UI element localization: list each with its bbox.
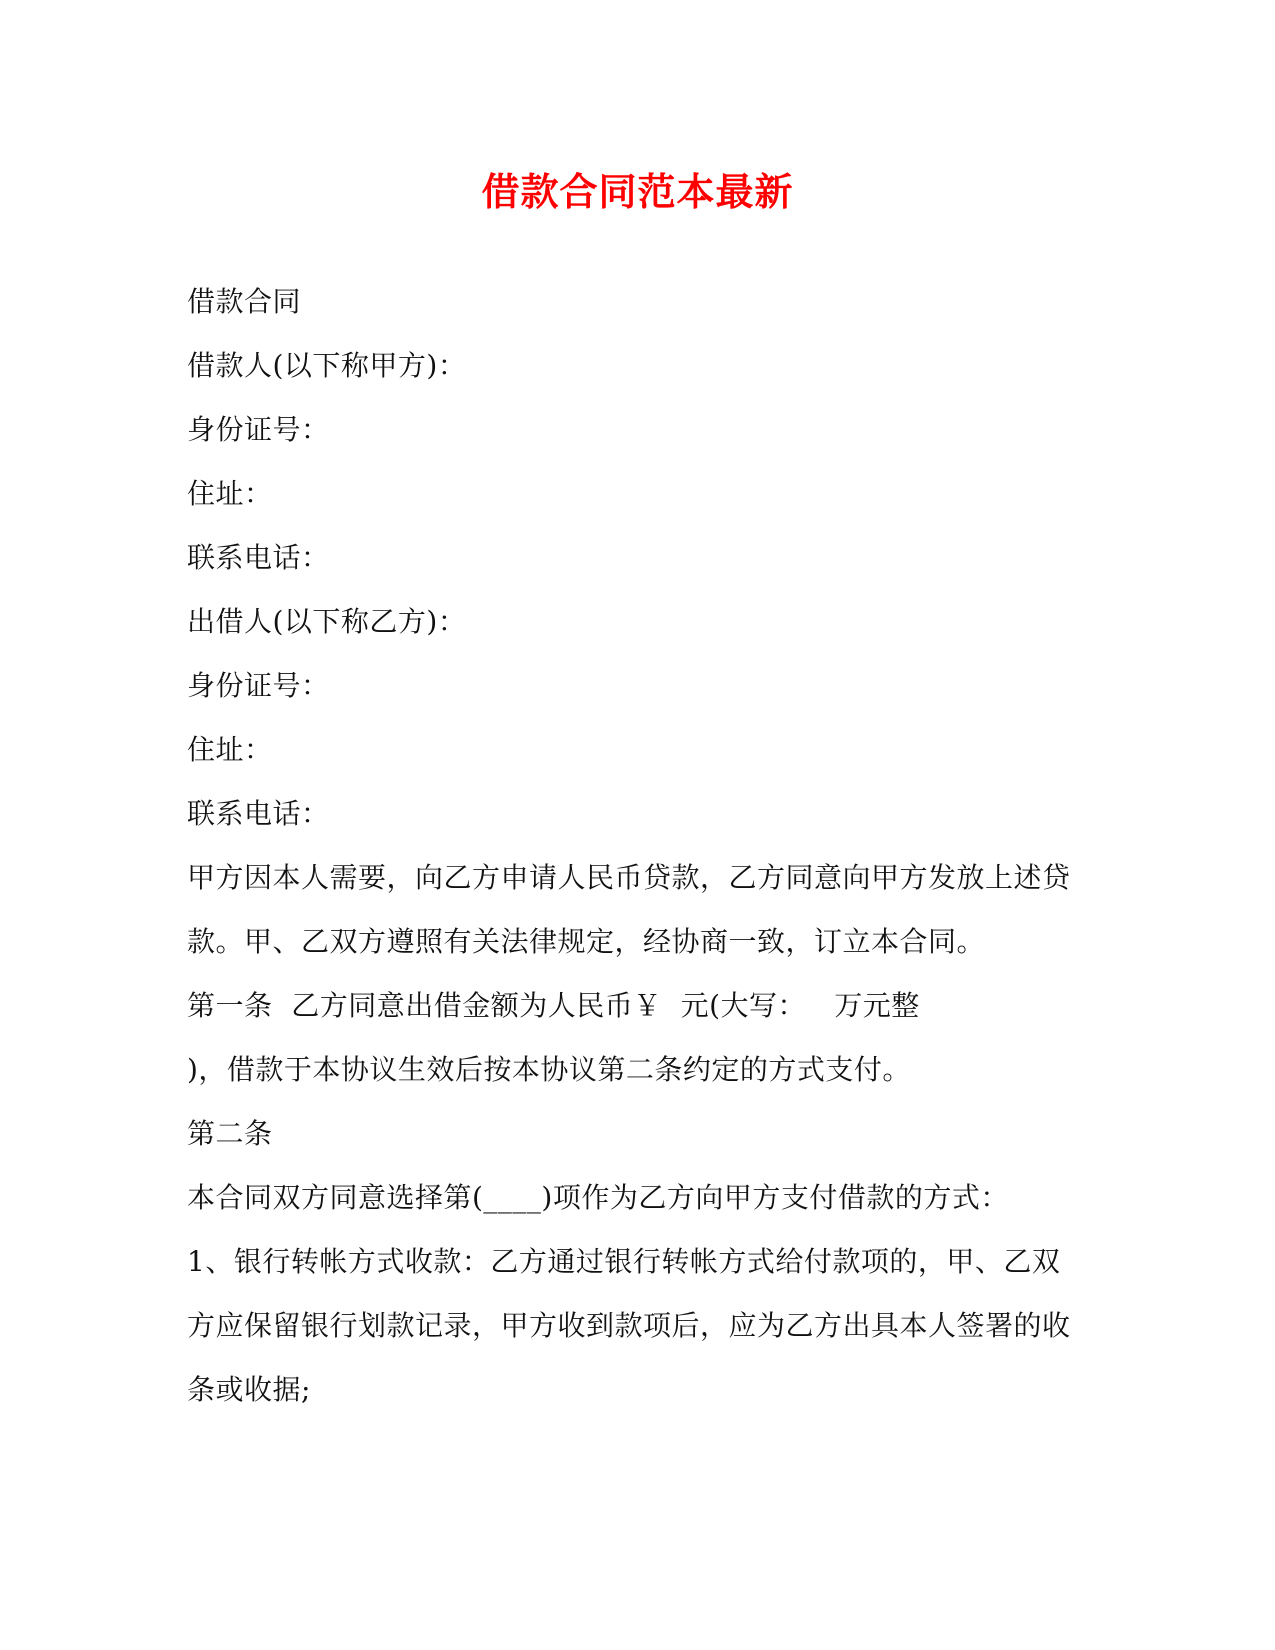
clause-bank-transfer-line: 1、银行转帐方式收款：乙方通过银行转帐方式给付款项的，甲、乙双 (187, 1245, 1061, 1278)
article-two-line: 本合同双方同意选择第(____)项作为乙方向甲方支付借款的方式： (187, 1181, 1009, 1214)
lender-label: 出借人(以下称乙方)： (187, 605, 467, 638)
borrower-label: 借款人(以下称甲方)： (187, 349, 467, 382)
article-two-heading: 第二条 (187, 1117, 273, 1150)
heading-contract: 借款合同 (187, 285, 302, 318)
borrower-phone-label: 联系电话： (187, 541, 330, 574)
paragraph-line: 甲方因本人需要，向乙方申请人民币贷款，乙方同意向甲方发放上述贷 (187, 861, 1071, 894)
lender-id-label: 身份证号： (187, 669, 330, 702)
paragraph-line: 款。甲、乙双方遵照有关法律规定，经协商一致，订立本合同。 (187, 925, 986, 958)
article-one-line: )，借款于本协议生效后按本协议第二条约定的方式支付。 (187, 1053, 911, 1086)
document-body (187, 285, 1092, 1437)
borrower-id-label: 身份证号： (187, 413, 330, 446)
document-title: 借款合同范本最新 (481, 169, 794, 214)
clause-bank-transfer-line: 方应保留银行划款记录，甲方收到款项后，应为乙方出具本人签署的收 (187, 1309, 1071, 1342)
lender-address-label: 住址： (187, 733, 273, 766)
article-one-line: 第一条 乙方同意出借金额为人民币￥ 元(大写： 万元整 (187, 989, 920, 1022)
lender-phone-label: 联系电话： (187, 797, 330, 830)
clause-bank-transfer-line: 条或收据; (187, 1373, 311, 1406)
borrower-address-label: 住址： (187, 477, 273, 510)
